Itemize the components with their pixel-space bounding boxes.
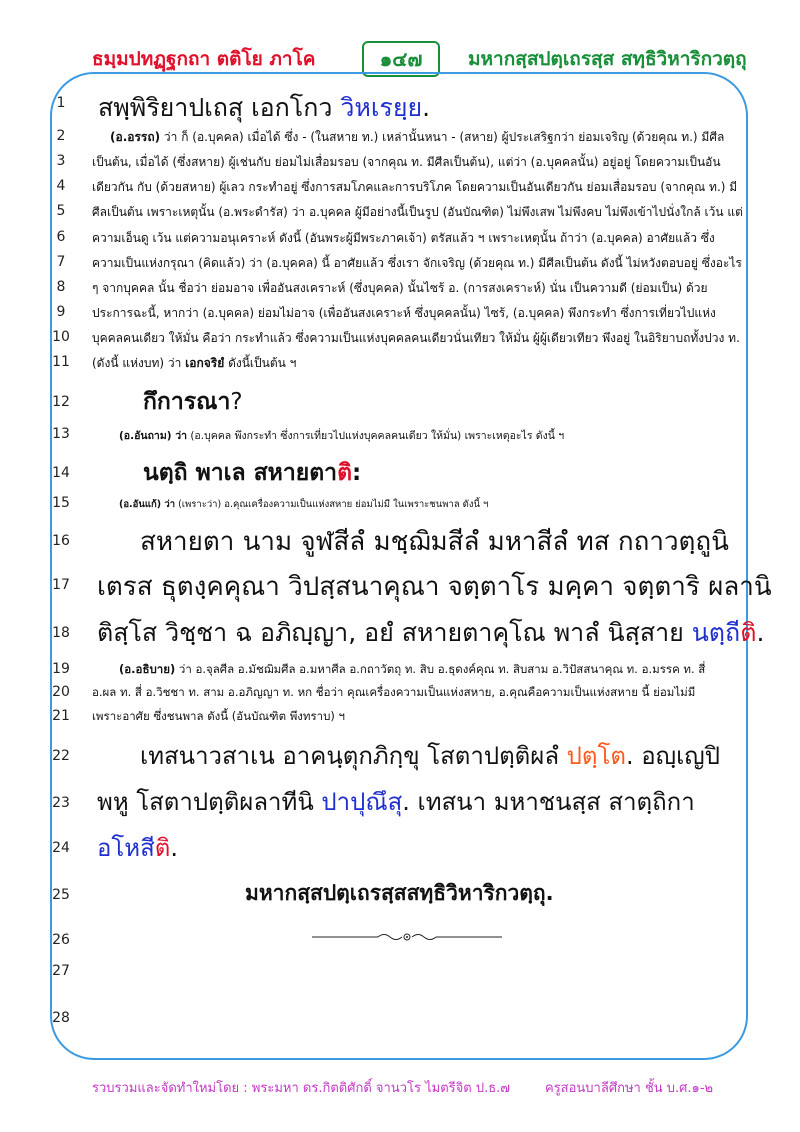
commentary-line bbox=[119, 427, 564, 444]
line-number: 19 bbox=[52, 661, 70, 677]
commentary-line: เดียวกัน กับ (ด้วยสหาย) ผู้เลว กระทำอยู่ ซึ่งการสมโภคและการบริโภค โดยความเป็นอันเดียวกัน ย่อมเสื่อมรอบ (จากคุณ ท.) มี bbox=[92, 180, 738, 194]
commentary-line: เป็นต้น, เมื่อได้ (ซึ่งสหาย) ผู้เช่นกับ ย่อมไม่เสื่อมรอบ (จากคุณ ท. มีศีลเป็นต้น), แต่ว่า (อ.บุคคลนั้น) อยู่อยู่ โดยความเป็นอัน bbox=[92, 155, 721, 169]
iti-particle: ติ bbox=[337, 460, 353, 486]
line-number: 24 bbox=[52, 840, 70, 856]
story-title: มหากสฺสปตฺเถรสฺส สทฺธิวิหาริกวตฺถุ bbox=[468, 48, 747, 70]
line-number: 20 bbox=[52, 684, 70, 700]
footer-compiler: รวบรวมและจัดทำใหม่โดย : พระมหา ดร.กิตติศักดิ์ จานวโร ไมตรีจิต ป.ธ.๗ bbox=[92, 1081, 511, 1096]
line-number: 4 bbox=[56, 178, 66, 194]
pali-paragraph-line: สหายตา นาม จูฬสีลํ มชฺฌิมสีลํ มหาสีลํ ทส กถาวตฺถูนิ bbox=[140, 527, 729, 557]
line-number: 21 bbox=[52, 708, 70, 724]
pali-text: . อญฺเญปิ bbox=[625, 742, 720, 770]
commentary-line: ศีลเป็นต้น เพราะเหตุนั้น (อ.พระดำรัส) ว่า อ.บุคคล ผู้มีอย่างนี้เป็นรูป (อันบัณฑิต) ไม่พึงเสพ ไม่พึงคบ ไม่พึงเข้าไปนั่งใกล้ เว้น แต่ bbox=[92, 205, 743, 219]
line-number: 18 bbox=[52, 625, 70, 641]
pali-text: ติสฺโส วิชฺชา ฉ อภิญฺญา, อยํ สหายตาคุโณ พาลํ นิสฺสาย bbox=[97, 618, 692, 647]
pali-text: สพฺพิริยาปเถสุ เอกโกว bbox=[98, 93, 341, 122]
line-number: 27 bbox=[52, 963, 70, 979]
page-number-badge: ๑๔๗ bbox=[362, 41, 440, 77]
pali-paragraph-line bbox=[97, 782, 695, 821]
commentary-text: (ดังนี้ แห่งบท) ว่า bbox=[92, 356, 186, 370]
line-number: 17 bbox=[52, 577, 70, 593]
punctuation: ? bbox=[230, 389, 243, 415]
commentary-label: (อ.อธิบาย) bbox=[119, 662, 176, 676]
line-number: 7 bbox=[56, 254, 66, 270]
commentary-text: (อ.บุคคล พึงกระทำ ซึ่งการเที่ยวไปแห่งบุคคลคนเดียว ให้มั่น) เพราะเหตุอะไร ดังนี้ ฯ bbox=[187, 430, 565, 442]
pali-key-word: ปาปุณึสุ bbox=[321, 788, 403, 816]
commentary-line: อ.ผล ท. สี่ อ.วิชชา ท. สาม อ.อภิญญา ท. หก ชื่อว่า คุณเครื่องความเป็นแห่งสหาย, อ.คุณคือความเป็นแห่งสหาย นี้ ย่อมไม่มี bbox=[92, 685, 696, 699]
pali-text: กึการณา bbox=[143, 389, 231, 415]
commentary-line: ความเอ็นดู เว้น แต่ความอนุเคราะห์ ดังนี้ (อันพระผู้มีพระภาคเจ้า) ตรัสแล้ว ฯ เพราะเหตุนั้น ถ้าว่า (อ.บุคคล) อาศัยแล้ว ซึ่ง bbox=[92, 231, 715, 245]
pali-answer bbox=[143, 455, 361, 491]
line-number: 10 bbox=[52, 329, 70, 345]
commentary-label: (อ.อันแก้) ว่า bbox=[119, 499, 176, 510]
line-number: 25 bbox=[52, 887, 70, 903]
line-number: 15 bbox=[52, 495, 70, 511]
pali-text: นตฺถิ พาเล สหายตา bbox=[143, 460, 338, 486]
pali-key-word: วิหเรยฺย bbox=[340, 93, 423, 122]
commentary-line bbox=[119, 497, 488, 512]
commentary-line: ความเป็นแห่งกรุณา (คิดแล้ว) ว่า (อ.บุคคล) นี้ อาศัยแล้ว ซึ่งเรา จักเจริญ (ด้วยคุณ ท.) มีศีลเป็นต้น ดังนี้ ไม่หวังตอบอยู่ ซึ่งอะไร bbox=[92, 256, 742, 270]
line-number: 8 bbox=[56, 279, 66, 295]
pali-paragraph-line bbox=[140, 736, 720, 775]
commentary-label: (อ.อรรถ) bbox=[110, 130, 161, 144]
story-closing-title: มหากสฺสปตฺเถรสฺสสทฺธิวิหาริกวตฺถุ. bbox=[245, 881, 554, 905]
line-number: 26 bbox=[52, 932, 70, 948]
commentary-line bbox=[92, 354, 296, 373]
line-number: 1 bbox=[56, 95, 66, 111]
pali-key-word: นตฺถี bbox=[691, 618, 741, 647]
punctuation: . bbox=[422, 93, 431, 122]
commentary-line: ๆ จากบุคคล นั้น ชื่อว่า ย่อมอาจ เพื่ออันสงเคราะห์ (ซึ่งบุคคล) นั้นไซร้ อ. (การสงเคราะห์) นั่น เป็นความดี (ย่อมเป็น) ด้วย bbox=[92, 281, 708, 295]
commentary-line bbox=[119, 661, 705, 679]
commentary-label: (อ.อันถาม) ว่า bbox=[119, 430, 187, 442]
commentary-text: (เพราะว่า) อ.คุณเครื่องความเป็นแห่งสหาย ย่อมไม่มี ในเพราะชนพาล ดังนี้ ฯ bbox=[175, 499, 489, 510]
punctuation: : bbox=[352, 460, 362, 486]
pali-text: เทสนาวสาเน อาคนฺตุกภิกฺขุ โสตาปตฺติผลํ bbox=[140, 742, 567, 770]
commentary-text: ดังนี้เป็นต้น ฯ bbox=[224, 356, 297, 370]
line-number: 16 bbox=[52, 533, 70, 549]
pali-verse-line bbox=[98, 88, 430, 128]
line-number: 28 bbox=[52, 1010, 70, 1026]
iti-particle: ติ bbox=[154, 834, 171, 862]
ornament-divider bbox=[312, 930, 502, 944]
commentary-line: บุคคลคนเดียว ให้มั่น คือว่า กระทำแล้ว ซึ่งความเป็นแห่งบุคคลคนเดียวนั่นเทียว ให้มั่น ผู้ผู้เดียวเทียว พึงอยู่ ในอิริยาบถทั้งปวง ท. bbox=[92, 331, 740, 345]
commentary-key-word: เอกจริยํ bbox=[185, 356, 225, 370]
pali-paragraph-line: เตรส ธุตงฺคคุณา วิปสฺสนาคุณา จตฺตาโร มคฺคา จตฺตาริ ผลานิ bbox=[97, 572, 772, 602]
book-title: ธมฺมปทฏฺฐกถา ตติโย ภาโค bbox=[92, 48, 316, 70]
pali-key-word: อโหสี bbox=[97, 834, 155, 862]
pali-text: พหู โสตาปตฺติผลาทีนิ bbox=[97, 788, 322, 816]
pali-key-word: ปตฺโต bbox=[566, 742, 626, 770]
line-number: 22 bbox=[52, 748, 70, 764]
line-number: 14 bbox=[52, 465, 70, 481]
line-number: 23 bbox=[52, 795, 70, 811]
line-number: 2 bbox=[56, 128, 66, 144]
commentary-line bbox=[110, 128, 724, 147]
punctuation: . bbox=[756, 618, 765, 647]
footer-role: ครูสอนบาลีศึกษา ชั้น บ.ศ.๑-๒ bbox=[545, 1081, 714, 1096]
commentary-text: ว่า อ.จุลศีล อ.มัชฌิมศีล อ.มหาศีล อ.กถาวัตถุ ท. สิบ อ.ธุดงค์คุณ ท. สิบสาม อ.วิปัสสนาคุณ ท. อ.มรรค ท. สี่ bbox=[175, 662, 706, 676]
pali-text: . เทสนา มหาชนสฺส สาตฺถิกา bbox=[402, 788, 695, 816]
line-number: 5 bbox=[56, 203, 66, 219]
line-number: 6 bbox=[56, 229, 66, 245]
pali-question bbox=[143, 384, 243, 420]
line-number: 3 bbox=[56, 153, 66, 169]
iti-particle: ติ bbox=[740, 618, 757, 647]
line-number: 9 bbox=[56, 304, 66, 320]
pali-paragraph-line bbox=[97, 613, 764, 653]
line-number: 13 bbox=[52, 426, 70, 442]
commentary-line: ประการฉะนี้, หากว่า (อ.บุคคล) ย่อมไม่อาจ (เพื่ออันสงเคราะห์ ซึ่งบุคคลนั้น) ไซร้, (อ.บุคคล) พึงกระทำ ซึ่งการเที่ยวไปแห่ง bbox=[92, 306, 716, 320]
line-number: 11 bbox=[52, 354, 70, 370]
commentary-text: ว่า ก็ (อ.บุคคล) เมื่อได้ ซึ่ง - (ในสหาย ท.) เหล่านั้นหนา - (สหาย) ผู้ประเสริฐกว่า ย่อมเจริญ (ด้วยคุณ ท.) มีศีล bbox=[160, 130, 725, 144]
punctuation: . bbox=[170, 834, 179, 862]
pali-paragraph-line bbox=[97, 828, 178, 867]
line-number: 12 bbox=[52, 394, 70, 410]
commentary-line: เพราะอาศัย ซึ่งชนพาล ดังนี้ (อันบัณฑิต พึงทราบ) ฯ bbox=[92, 709, 346, 723]
